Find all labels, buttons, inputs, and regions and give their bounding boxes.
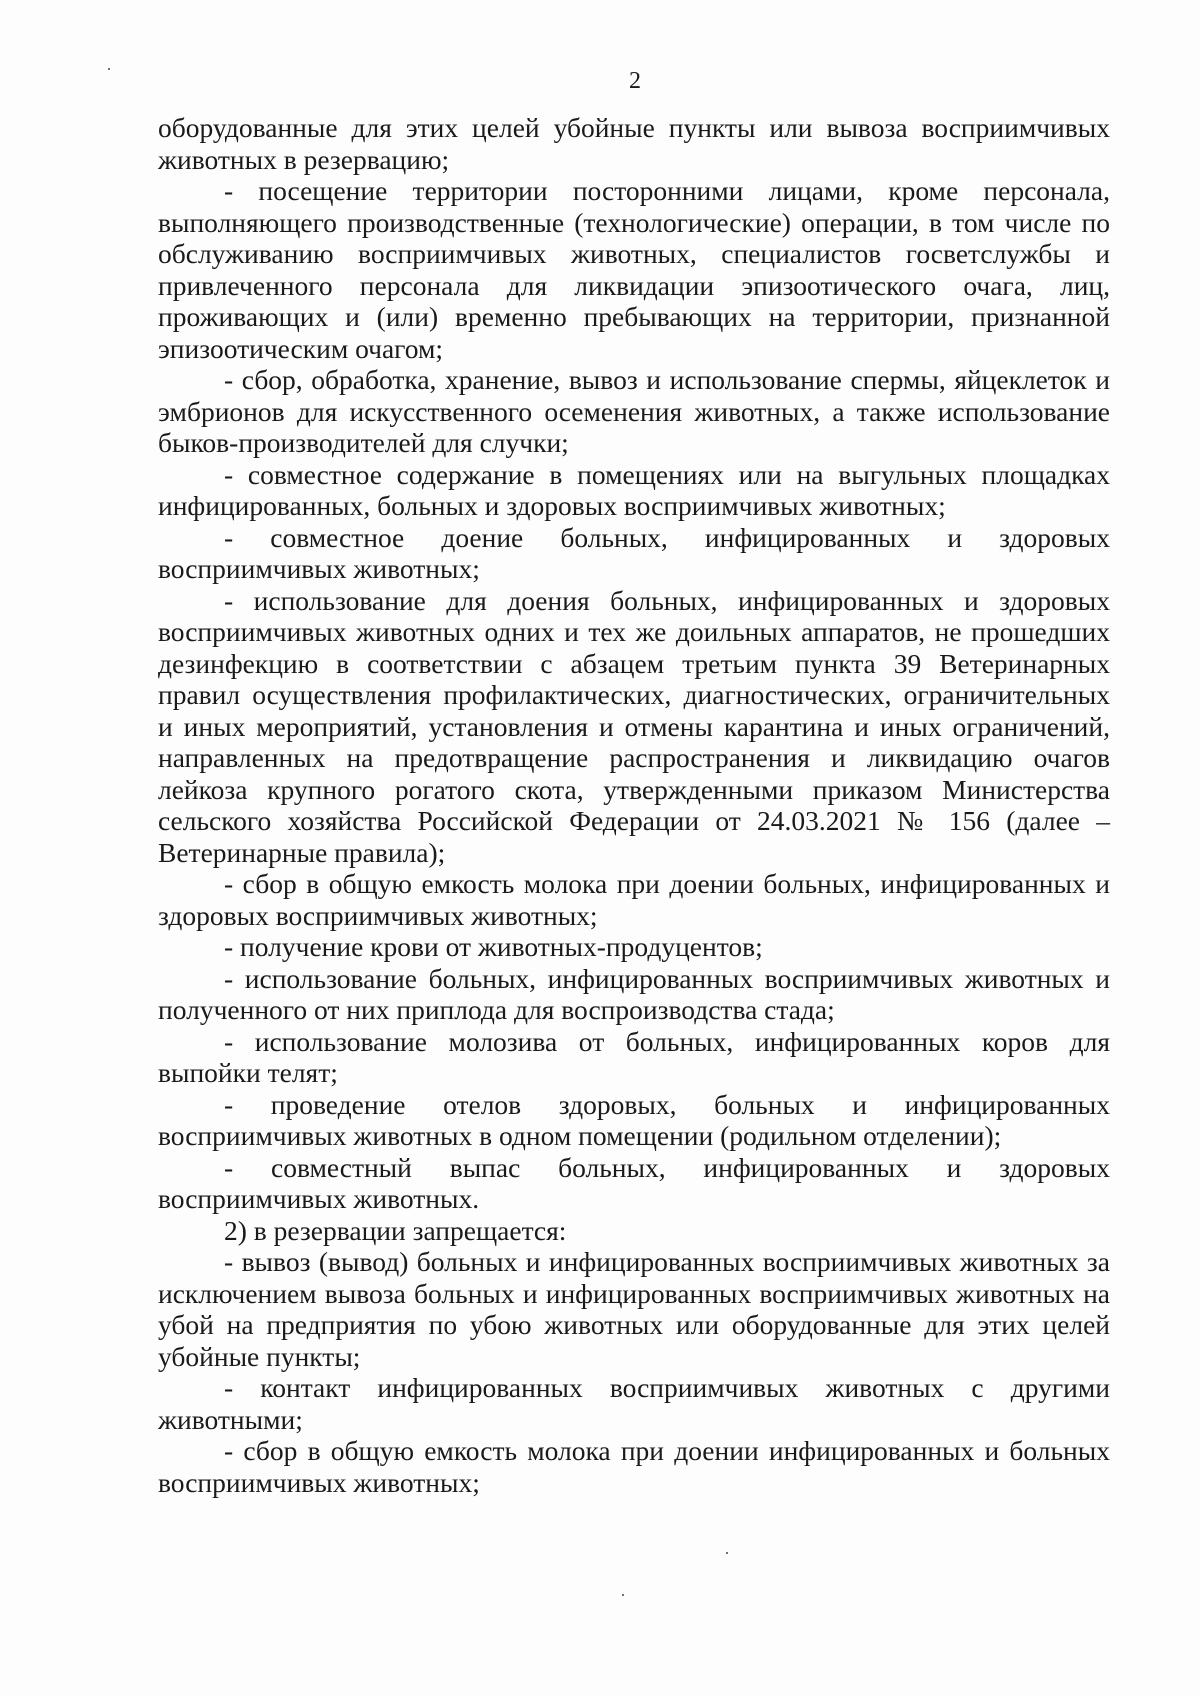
paragraph: 2) в резервации запрещается: — [224, 1214, 567, 1246]
paragraph: - совместное доение больных, инфицированных и здоровых восприимчивых животных; — [158, 521, 1110, 584]
paragraph: - использование для доения больных, инфицированных и здоровых восприимчивых животных одних и тех же доильных аппаратов, не прошедших дезинфекцию в соответствии с абзацем третьим пункта 39 Ветеринарных правил осуществления профилактических, диагностических, ограничительных и иных мероприятий, установления и отмены карантина и иных ограничений, направленных на предотвращение распространения и ликвидацию очагов лейкоза крупного рогатого скота, утвержденными приказом Министерства сельского хозяйства Российской Федерации от 24.03.2021 № 156 (далее – Ветеринарные правила); — [158, 584, 1110, 868]
scan-speck — [108, 68, 110, 70]
paragraph: - посещение территории посторонними лицами, кроме персонала, выполняющего производственные (технологические) операции, в том числе по обслуживанию восприимчивых животных, специалистов госветслужбы и привлеченного персонала для ликвидации эпизоотического очага, лиц, проживающих и (или) временно пребывающих на территории, признанной эпизоотическим очагом; — [158, 175, 1110, 364]
paragraph: - совместный выпас больных, инфицированных и здоровых восприимчивых животных. — [158, 1151, 1110, 1214]
page-number: 2 — [629, 68, 641, 94]
paragraph: - получение крови от животных-продуцентов; — [224, 931, 763, 962]
scan-speck — [622, 1594, 624, 1596]
scan-speck — [726, 1552, 728, 1554]
paragraph: - контакт инфицированных восприимчивых животных с другими животными; — [158, 1372, 1110, 1435]
paragraph: - вывоз (вывод) больных и инфицированных восприимчивых животных за исключением вывоза больных и инфицированных восприимчивых животных на убой на предприятия по убою животных или оборудованные для этих целей убойные пункты; — [158, 1246, 1110, 1372]
paragraph: - сбор в общую емкость молока при доении инфицированных и больных восприимчивых животных; — [158, 1435, 1110, 1498]
document-text-body — [158, 112, 1110, 1498]
paragraph: - использование молозива от больных, инфицированных коров для выпойки телят; — [158, 1025, 1110, 1088]
paragraph: - совместное содержание в помещениях или на выгульных площадках инфицированных, больных и здоровых восприимчивых животных; — [158, 458, 1110, 521]
paragraph: - сбор в общую емкость молока при доении больных, инфицированных и здоровых восприимчивых животных; — [158, 868, 1110, 931]
paragraph: оборудованные для этих целей убойные пункты или вывоза восприимчивых животных в резервацию; — [158, 112, 1110, 175]
paragraph: - проведение отелов здоровых, больных и инфицированных восприимчивых животных в одном помещении (родильном отделении); — [158, 1088, 1110, 1151]
paragraph: - сбор, обработка, хранение, вывоз и использование спермы, яйцеклеток и эмбрионов для искусственного осеменения животных, а также использование быков-производителей для случки; — [158, 364, 1110, 458]
paragraph: - использование больных, инфицированных восприимчивых животных и полученного от них приплода для воспроизводства стада; — [158, 962, 1110, 1025]
